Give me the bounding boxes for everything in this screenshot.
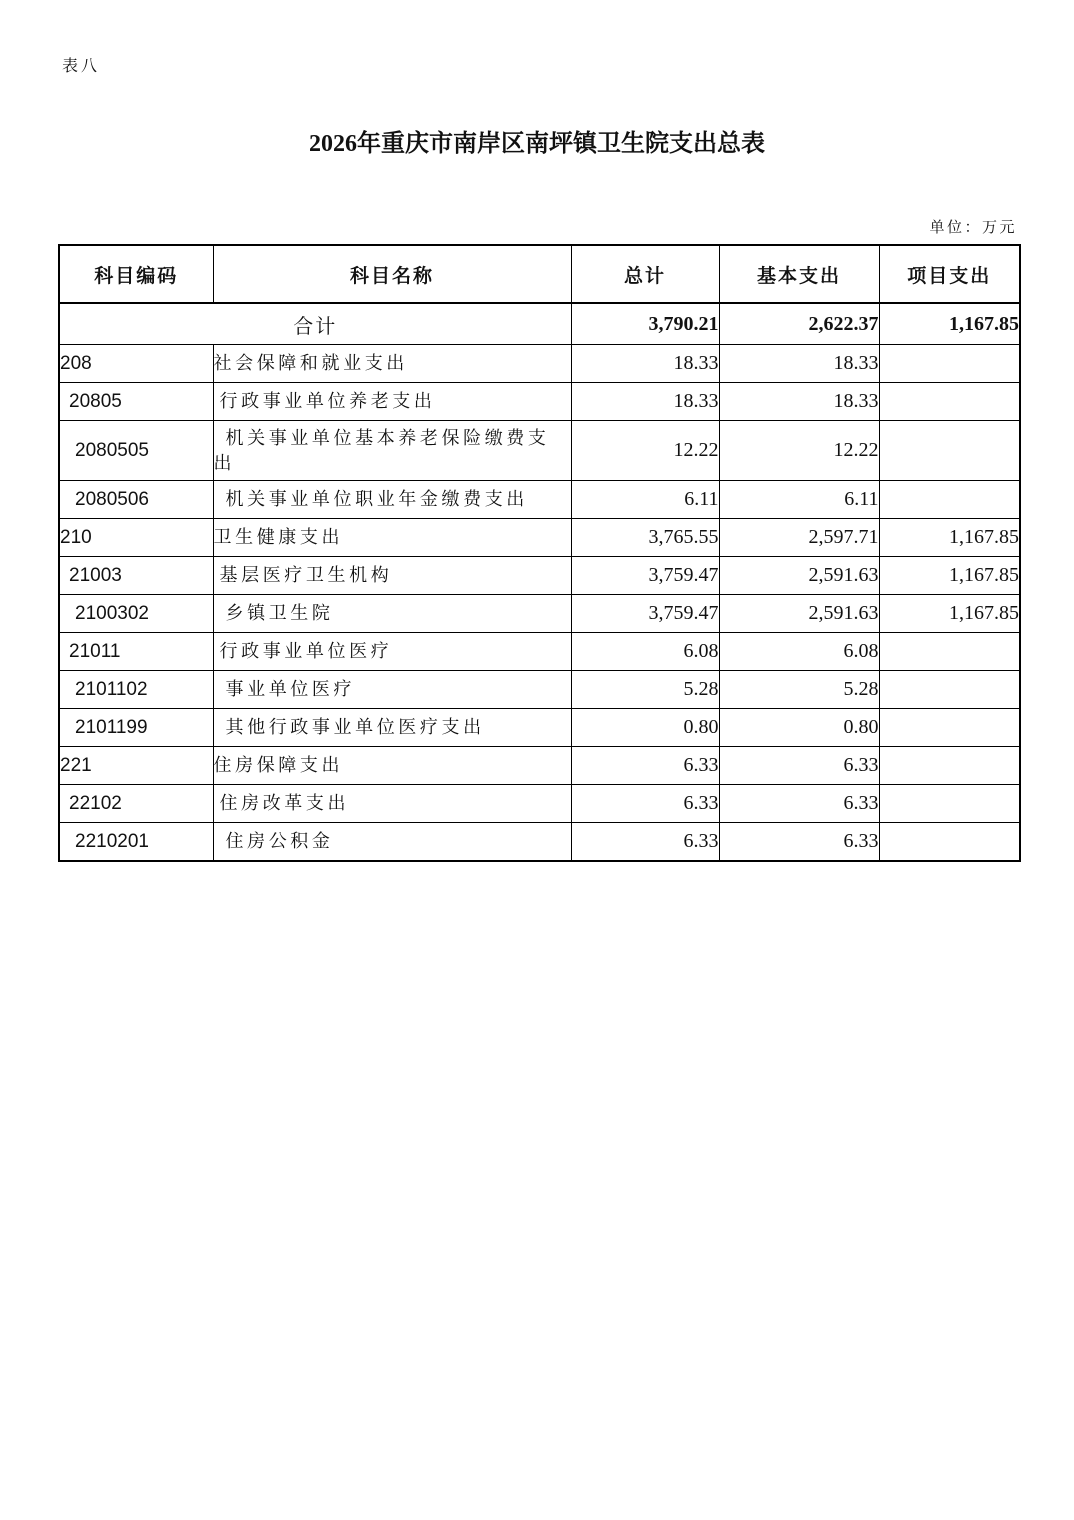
total-amount: 6.33	[571, 747, 719, 785]
subject-code: 2101199	[59, 709, 213, 747]
total-amount: 5.28	[571, 671, 719, 709]
table-number-label: 表八	[62, 56, 101, 75]
total-project-expense: 1,167.85	[879, 303, 1020, 345]
header-total: 总计	[571, 245, 719, 303]
subject-code: 208	[59, 345, 213, 383]
project-expense: 1,167.85	[879, 595, 1020, 633]
total-label: 合计	[59, 303, 571, 345]
basic-expense: 6.11	[719, 481, 879, 519]
project-expense	[879, 823, 1020, 862]
subject-code: 22102	[59, 785, 213, 823]
total-amount: 6.33	[571, 785, 719, 823]
table-row	[59, 747, 1020, 785]
basic-expense: 5.28	[719, 671, 879, 709]
project-expense	[879, 383, 1020, 421]
table-row	[59, 345, 1020, 383]
total-basic-expense: 2,622.37	[719, 303, 879, 345]
basic-expense: 18.33	[719, 383, 879, 421]
subject-code: 2100302	[59, 595, 213, 633]
total-amount: 3,790.21	[571, 303, 719, 345]
total-amount: 18.33	[571, 383, 719, 421]
project-expense	[879, 421, 1020, 481]
table-row	[59, 785, 1020, 823]
table-row	[59, 519, 1020, 557]
subject-code: 21011	[59, 633, 213, 671]
project-expense	[879, 747, 1020, 785]
table-row	[59, 823, 1020, 862]
table-row	[59, 595, 1020, 633]
basic-expense: 6.33	[719, 747, 879, 785]
subject-name: 住房公积金	[213, 823, 571, 862]
project-expense	[879, 785, 1020, 823]
subject-code: 21003	[59, 557, 213, 595]
total-amount: 3,765.55	[571, 519, 719, 557]
basic-expense: 2,591.63	[719, 595, 879, 633]
project-expense	[879, 671, 1020, 709]
total-row	[59, 303, 1020, 345]
subject-code: 2080505	[59, 421, 213, 481]
subject-name: 住房改革支出	[213, 785, 571, 823]
header-basic-expense: 基本支出	[719, 245, 879, 303]
total-amount: 3,759.47	[571, 557, 719, 595]
subject-name: 住房保障支出	[213, 747, 571, 785]
table-row	[59, 481, 1020, 519]
project-expense	[879, 481, 1020, 519]
project-expense	[879, 709, 1020, 747]
basic-expense: 0.80	[719, 709, 879, 747]
table-row	[59, 557, 1020, 595]
subject-name: 卫生健康支出	[213, 519, 571, 557]
total-amount: 0.80	[571, 709, 719, 747]
project-expense: 1,167.85	[879, 557, 1020, 595]
table-row	[59, 421, 1020, 481]
project-expense	[879, 345, 1020, 383]
subject-name: 机关事业单位职业年金缴费支出	[213, 481, 571, 519]
basic-expense: 6.33	[719, 823, 879, 862]
total-amount: 6.33	[571, 823, 719, 862]
header-subject-code: 科目编码	[59, 245, 213, 303]
header-subject-name: 科目名称	[213, 245, 571, 303]
total-amount: 12.22	[571, 421, 719, 481]
subject-name: 机关事业单位基本养老保险缴费支出	[213, 421, 571, 481]
expense-table	[58, 244, 1021, 862]
subject-code: 20805	[59, 383, 213, 421]
unit-label: 单位：万元	[929, 218, 1017, 236]
header-row	[59, 245, 1020, 303]
subject-code: 210	[59, 519, 213, 557]
basic-expense: 18.33	[719, 345, 879, 383]
subject-name: 乡镇卫生院	[213, 595, 571, 633]
subject-name: 基层医疗卫生机构	[213, 557, 571, 595]
project-expense	[879, 633, 1020, 671]
total-amount: 6.11	[571, 481, 719, 519]
subject-code: 2101102	[59, 671, 213, 709]
table-row	[59, 633, 1020, 671]
basic-expense: 6.08	[719, 633, 879, 671]
total-amount: 6.08	[571, 633, 719, 671]
subject-code: 2080506	[59, 481, 213, 519]
project-expense: 1,167.85	[879, 519, 1020, 557]
table-row	[59, 383, 1020, 421]
basic-expense: 2,597.71	[719, 519, 879, 557]
subject-name: 其他行政事业单位医疗支出	[213, 709, 571, 747]
basic-expense: 12.22	[719, 421, 879, 481]
subject-name: 事业单位医疗	[213, 671, 571, 709]
subject-name: 行政事业单位医疗	[213, 633, 571, 671]
subject-code: 2210201	[59, 823, 213, 862]
total-amount: 3,759.47	[571, 595, 719, 633]
basic-expense: 2,591.63	[719, 557, 879, 595]
basic-expense: 6.33	[719, 785, 879, 823]
subject-code: 221	[59, 747, 213, 785]
subject-name: 社会保障和就业支出	[213, 345, 571, 383]
total-amount: 18.33	[571, 345, 719, 383]
document-title: 2026年重庆市南岸区南坪镇卫生院支出总表	[309, 131, 765, 157]
table-row	[59, 671, 1020, 709]
table-row	[59, 709, 1020, 747]
subject-name: 行政事业单位养老支出	[213, 383, 571, 421]
header-project-expense: 项目支出	[879, 245, 1020, 303]
